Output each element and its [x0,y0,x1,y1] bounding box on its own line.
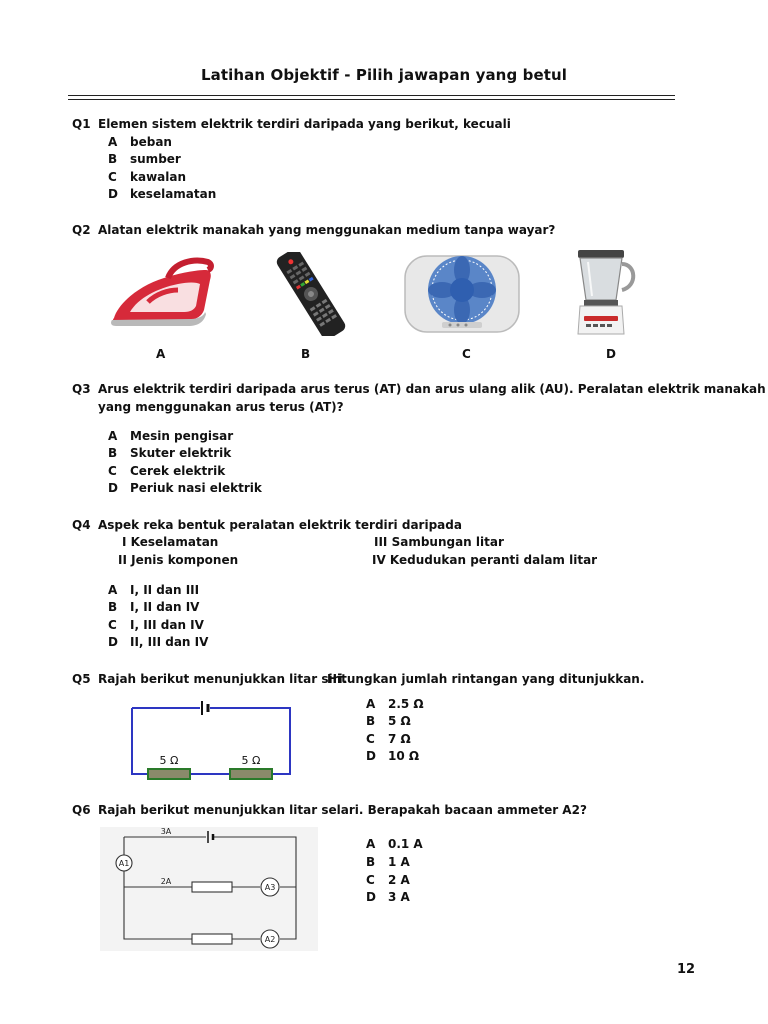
q4-item-4: IV Kedudukan peranti dalam litar [372,553,598,567]
q5-option-d-letter: D [366,749,376,763]
q6-option-a-text: 0.1 A [388,837,423,851]
q4-item-2: II Jenis komponen [118,553,239,567]
resistor-1 [148,769,190,779]
q4-option-d-letter: D [108,635,118,649]
resistor-mid [192,882,232,892]
resistor-2-label: 5 Ω [241,754,261,767]
current-mid-label: 2A [160,877,172,886]
q2-label-d: D [606,347,616,361]
current-top-label: 3A [160,827,172,836]
q4-item-3: III Sambungan litar [374,535,504,549]
q5-option-d-text: 10 Ω [388,749,420,763]
q3-option-d-text: Periuk nasi elektrik [130,481,262,495]
q6-option-d-text: 3 A [388,890,410,904]
q6-option-d-letter: D [366,890,376,904]
page-title: Latihan Objektif - Pilih jawapan yang betul [200,66,568,84]
iron-icon [108,256,216,330]
parallel-circuit-diagram [100,827,318,951]
q2-label-a: A [156,347,166,361]
ammeter-a1-label: A1 [118,859,130,868]
q5-option-a-letter: A [366,697,376,711]
q4-text: Aspek reka bentuk peralatan elektrik terdiri daripada [98,518,462,532]
q2-label-c: C [462,347,471,361]
q1-option-b-text: sumber [130,152,181,166]
q1-number: Q1 [72,117,91,131]
q6-option-b-letter: B [366,855,376,869]
q4-option-b-letter: B [108,600,118,614]
q2-number: Q2 [72,223,91,237]
q6-text: Rajah berikut menunjukkan litar selari. Berapakah bacaan ammeter A2? [98,803,587,817]
resistor-2 [230,769,272,779]
q5-number: Q5 [72,672,91,686]
q5-text: Rajah berikut menunjukkan litar siri. [98,672,348,686]
q4-option-b-text: I, II dan IV [130,600,200,614]
q1-option-d-letter: D [108,187,118,201]
q3-text-line2: yang menggunakan arus terus (AT)? [98,400,344,414]
q5-option-c-text: 7 Ω [388,732,411,746]
blender-icon [570,248,646,336]
ammeter-a2-label: A2 [264,935,276,944]
title-rule-top [68,95,675,96]
q6-option-b-text: 1 A [388,855,410,869]
q2-text: Alatan elektrik manakah yang menggunakan medium tanpa wayar? [98,223,556,237]
q4-option-a-letter: A [108,583,118,597]
q5-option-b-text: 5 Ω [388,714,411,728]
q3-number: Q3 [72,382,91,396]
q1-option-c-text: kawalan [130,170,187,184]
q6-option-a-letter: A [366,837,376,851]
q3-text-line1: Arus elektrik terdiri daripada arus terus (AT) dan arus ulang alik (AU). Peralatan elektrik manakah [98,382,766,396]
resistor-1-label: 5 Ω [159,754,179,767]
q4-option-c-letter: C [108,618,117,632]
remote-control-icon [262,252,360,336]
q4-option-c-text: I, III dan IV [130,618,204,632]
q1-option-b-letter: B [108,152,118,166]
ammeter-a3-label: A3 [264,883,276,892]
q5-option-c-letter: C [366,732,375,746]
q3-option-b-letter: B [108,446,118,460]
q4-option-d-text: II, III dan IV [130,635,209,649]
q3-option-d-letter: D [108,481,118,495]
q3-option-a-letter: A [108,429,118,443]
box-fan-icon [402,250,522,336]
q3-option-b-text: Skuter elektrik [130,446,232,460]
q1-option-a-text: beban [130,135,172,149]
q4-item-1: I Keselamatan [122,535,219,549]
page-number: 12 [677,962,696,977]
q3-option-c-letter: C [108,464,117,478]
q5-option-b-letter: B [366,714,376,728]
q5-option-a-text: 2.5 Ω [388,697,424,711]
q6-option-c-text: 2 A [388,873,410,887]
q6-option-c-letter: C [366,873,375,887]
q5-text-2: Hitungkan jumlah rintangan yang ditunjukkan. [327,672,645,686]
q2-label-b: B [301,347,311,361]
q1-option-a-letter: A [108,135,118,149]
q1-option-c-letter: C [108,170,117,184]
q3-option-a-text: Mesin pengisar [130,429,234,443]
q3-option-c-text: Cerek elektrik [130,464,226,478]
q6-number: Q6 [72,803,91,817]
series-circuit-diagram [126,698,296,784]
q4-number: Q4 [72,518,91,532]
resistor-bottom [192,934,232,944]
q1-text: Elemen sistem elektrik terdiri daripada yang berikut, kecuali [98,117,511,131]
q1-option-d-text: keselamatan [130,187,217,201]
q4-option-a-text: I, II dan III [130,583,200,597]
title-rule-bottom [68,99,675,100]
